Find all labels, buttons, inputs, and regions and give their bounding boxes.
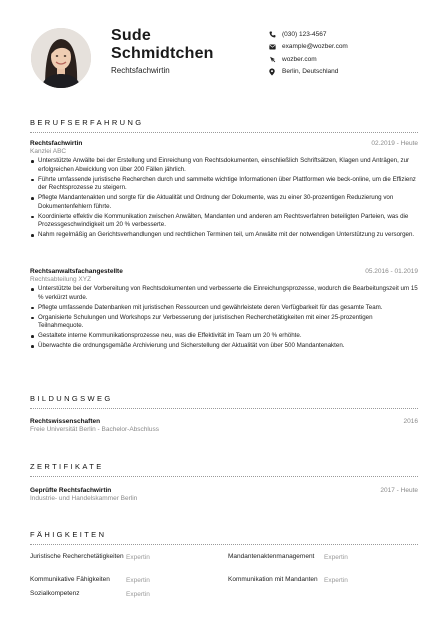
skill-item — [228, 576, 348, 585]
section-title-education: BILDUNGSWEG — [30, 394, 113, 403]
contact-location — [268, 66, 348, 79]
contact-website[interactable] — [268, 53, 348, 66]
section-title-certificates: ZERTIFIKATE — [30, 462, 104, 471]
experience-company: Rechtsabteilung XYZ — [30, 276, 92, 283]
skill-level: Expertin — [126, 576, 150, 584]
profile-photo — [31, 28, 91, 88]
skill-item — [228, 553, 348, 562]
list-item: Pflegte umfassende Datenbanken mit juristischen Ressourcen und gewährleistete deren Verfügbarkeit für das gesamte Team. — [30, 304, 418, 313]
list-item: Gestaltete interne Kommunikationsprozesse neu, was die Effektivität im Team um 20 % erhöhte. — [30, 332, 418, 341]
mail-icon — [268, 43, 276, 51]
job-title: Rechtsfachwirtin — [111, 66, 170, 75]
contact-website-text: wozber.com — [282, 55, 317, 63]
education-school: Freie Universität Berlin - Bachelor-Abschluss — [30, 426, 159, 433]
list-item: Unterstützte Anwälte bei der Erstellung und Einreichung von Rechtsdokumenten, einschließlich Schriftsätzen, Klagen und Anträgen, zur erfolgreichen Abwicklung von über 200 Fällen jährlich. — [30, 157, 418, 174]
contact-email[interactable] — [268, 41, 348, 54]
contact-email-text: example@wozber.com — [282, 43, 348, 51]
skill-level: Expertin — [324, 553, 348, 561]
experience-company: Kanzlei ABC — [30, 148, 67, 155]
candidate-name — [111, 27, 214, 63]
skill-item — [30, 590, 150, 599]
certificate-date: 2017 - Heute — [380, 487, 418, 494]
certificate-entry — [30, 487, 418, 503]
skill-level: Expertin — [126, 590, 150, 598]
name-line-1: Sude — [111, 27, 151, 44]
education-degree: Rechtswissenschaften — [30, 418, 101, 425]
location-icon — [268, 68, 276, 76]
list-item: Unterstützte bei der Vorbereitung von Rechtsdokumenten und verbesserte die Einreichungsprozesse, wodurch die Bearbeitungszeit um 15 % verkürzt wurde. — [30, 285, 418, 302]
contact-phone-text: (030) 123-4567 — [282, 30, 327, 38]
certificate-name: Geprüfte Rechtsfachwirtin — [30, 487, 112, 494]
education-entry — [30, 418, 418, 434]
experience-date: 05.2016 - 01.2019 — [365, 268, 418, 275]
section-divider — [30, 132, 418, 133]
experience-role: Rechtsfachwirtin — [30, 140, 83, 147]
name-line-2: Schmidtchen — [111, 45, 214, 62]
skill-level: Expertin — [324, 576, 348, 584]
contact-phone[interactable] — [268, 28, 348, 41]
experience-bullets — [30, 157, 418, 240]
section-divider — [30, 408, 418, 409]
experience-date: 02.2019 - Heute — [371, 140, 418, 147]
list-item: Führte umfassende juristische Recherchen durch und sammelte wichtige Informationen über Plattformen wie beck-online, um die Effizienz der Rechtsprozesse zu steigern. — [30, 176, 418, 193]
certificates-section — [30, 462, 418, 477]
experience-entry-1 — [30, 140, 418, 241]
section-title-experience: BERUFSERFAHRUNG — [30, 118, 144, 127]
list-item: Koordinierte effektiv die Kommunikation zwischen Anwälten, Mandanten und anderen am Rechtsverfahren beteiligten Parteien, was die Prozessgeschwindigkeit um 20 % verbesserte. — [30, 213, 418, 230]
list-item: Pflegte Mandantenakten und sorgte für die Aktualität und Ordnung der Dokumente, was zu einer 30-prozentigen Reduzierung von Dokumentenfehlern führte. — [30, 194, 418, 211]
experience-bullets — [30, 285, 418, 351]
skill-item — [30, 576, 150, 585]
resume-header — [0, 0, 448, 110]
education-date: 2016 — [403, 418, 418, 425]
contact-list — [268, 28, 348, 78]
certificate-issuer: Industrie- und Handelskammer Berlin — [30, 495, 138, 502]
section-divider — [30, 544, 418, 545]
profile-photo-image — [31, 28, 91, 88]
skill-name: Sozialkompetenz — [30, 590, 80, 597]
section-divider — [30, 476, 418, 477]
experience-section — [30, 118, 418, 133]
list-item: Überwachte die ordnungsgemäße Archivierung und Sicherstellung der Aktualität von über 500 Mandantenakten. — [30, 342, 418, 351]
skill-name: Kommunikative Fähigkeiten — [30, 576, 110, 583]
list-item: Nahm regelmäßig an Gerichtsverhandlungen und rechtlichen Terminen teil, um Anwälte mit der notwendigen Unterstützung zu versorgen. — [30, 231, 418, 240]
list-item: Organisierte Schulungen und Workshops zur Verbesserung der juristischen Recherchetätigkeiten mit einer 25-prozentigen Teilnahmequote. — [30, 314, 418, 331]
skill-item — [30, 553, 150, 562]
skill-name: Mandantenaktenmanagement — [228, 553, 315, 560]
experience-entry-2 — [30, 268, 418, 352]
skill-name: Kommunikation mit Mandanten — [228, 576, 318, 583]
phone-icon — [268, 30, 276, 38]
link-icon — [268, 55, 276, 63]
experience-role: Rechtsanwaltsfachangestellte — [30, 268, 123, 275]
skill-level: Expertin — [126, 553, 150, 561]
skills-section — [30, 530, 418, 545]
contact-location-text: Berlin, Deutschland — [282, 68, 339, 76]
section-title-skills: FÄHIGKEITEN — [30, 530, 107, 539]
skill-name: Juristische Recherchetätigkeiten — [30, 553, 124, 560]
education-section — [30, 394, 418, 409]
